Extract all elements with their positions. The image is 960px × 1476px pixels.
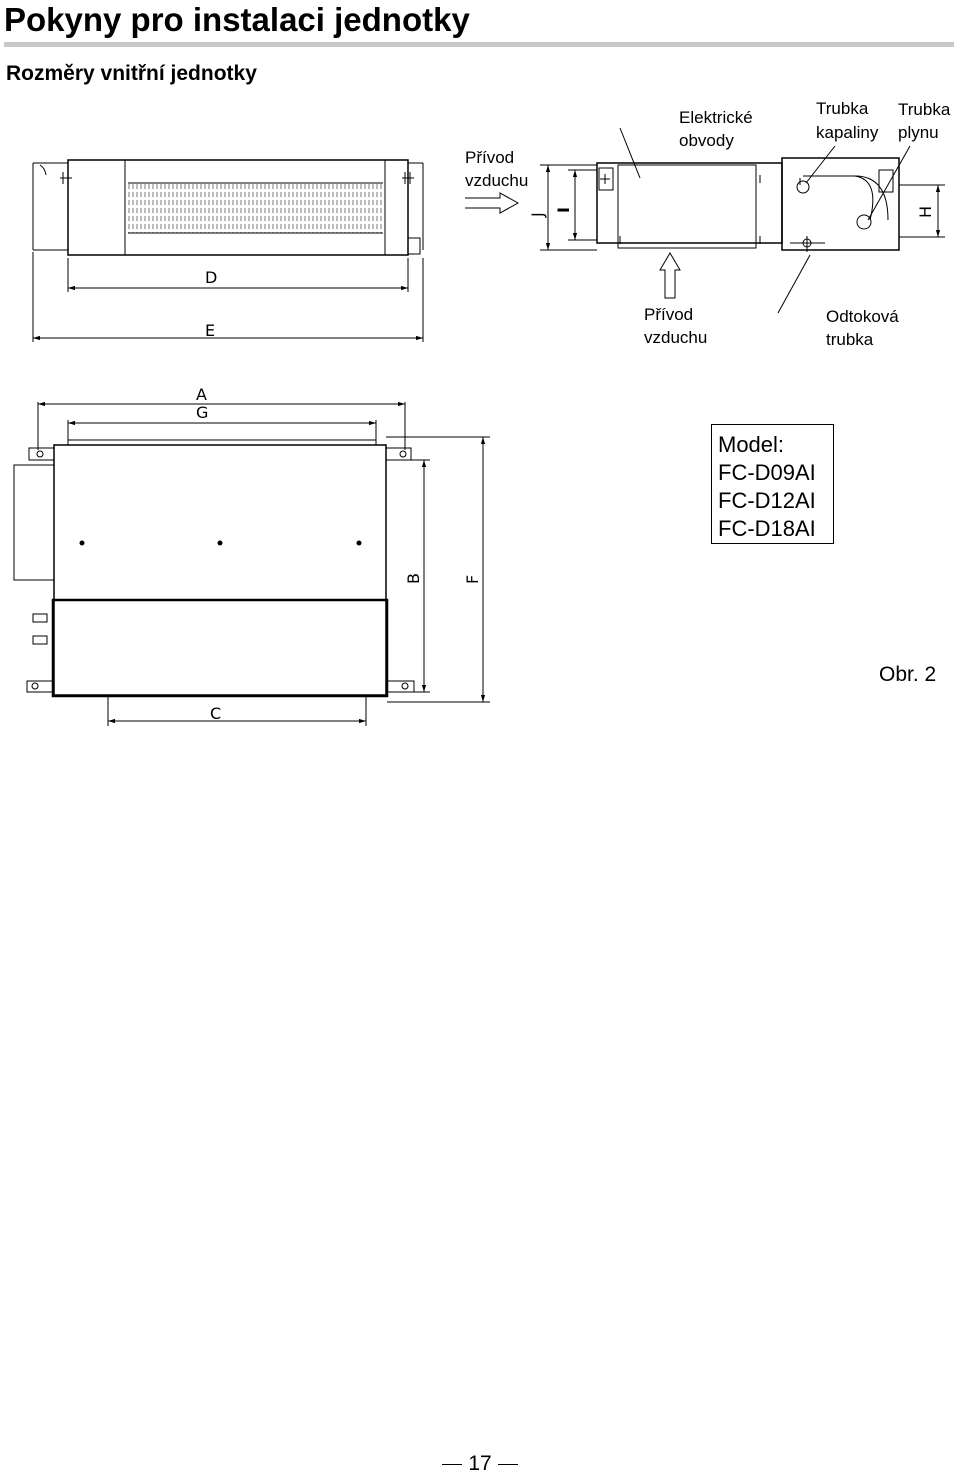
electrical-label-1: Elektrické bbox=[679, 108, 753, 127]
air-inlet-up-arrow-icon bbox=[660, 253, 680, 298]
air-inlet-bottom-label-1: Přívod bbox=[644, 305, 694, 324]
section-title: Rozměry vnitřní jednotky bbox=[6, 62, 257, 85]
dim-c-label: C bbox=[210, 704, 222, 723]
air-inlet-bottom-label-2: vzduchu bbox=[644, 328, 708, 347]
dim-a-label: A bbox=[196, 385, 207, 404]
figure-label: Obr. 2 bbox=[879, 663, 937, 686]
electrical-label-2: obvody bbox=[679, 131, 734, 150]
top-view bbox=[14, 445, 414, 696]
dim-e-label: E bbox=[205, 321, 216, 340]
dim-g-label: G bbox=[196, 403, 209, 422]
gas-pipe-label-2: plynu bbox=[898, 123, 939, 142]
page-dash-right bbox=[498, 1464, 518, 1465]
air-inlet-arrow-icon bbox=[465, 193, 518, 213]
model-item: FC-D09AI bbox=[718, 460, 816, 485]
model-heading: Model: bbox=[718, 432, 785, 457]
side-view bbox=[597, 158, 932, 252]
page-number: 17 bbox=[468, 1452, 492, 1475]
liquid-pipe-label-1: Trubka bbox=[816, 99, 869, 118]
front-view bbox=[33, 160, 423, 255]
page-title: Pokyny pro instalaci jednotky bbox=[4, 1, 470, 38]
dim-d-label: D bbox=[205, 268, 218, 287]
air-inlet-side-label-2: vzduchu bbox=[465, 171, 529, 190]
page-number-footer bbox=[0, 1452, 960, 1476]
model-item: FC-D18AI bbox=[718, 516, 816, 541]
liquid-pipe-label-2: kapaliny bbox=[816, 123, 879, 142]
drain-pipe-label-2: trubka bbox=[826, 330, 874, 349]
gas-pipe-label-1: Trubka bbox=[898, 100, 951, 119]
dim-j-label: J bbox=[528, 212, 547, 217]
air-inlet-side-label-1: Přívod bbox=[465, 148, 515, 167]
dim-i-label: I bbox=[554, 207, 573, 213]
drain-pipe-label-1: Odtoková bbox=[826, 307, 899, 326]
dim-b-label: B bbox=[404, 573, 423, 584]
dim-f-label: F bbox=[463, 574, 482, 584]
model-item: FC-D12AI bbox=[718, 488, 816, 513]
model-box bbox=[711, 424, 834, 544]
dim-h-label: H bbox=[916, 205, 935, 218]
page-dash-left bbox=[442, 1464, 462, 1465]
